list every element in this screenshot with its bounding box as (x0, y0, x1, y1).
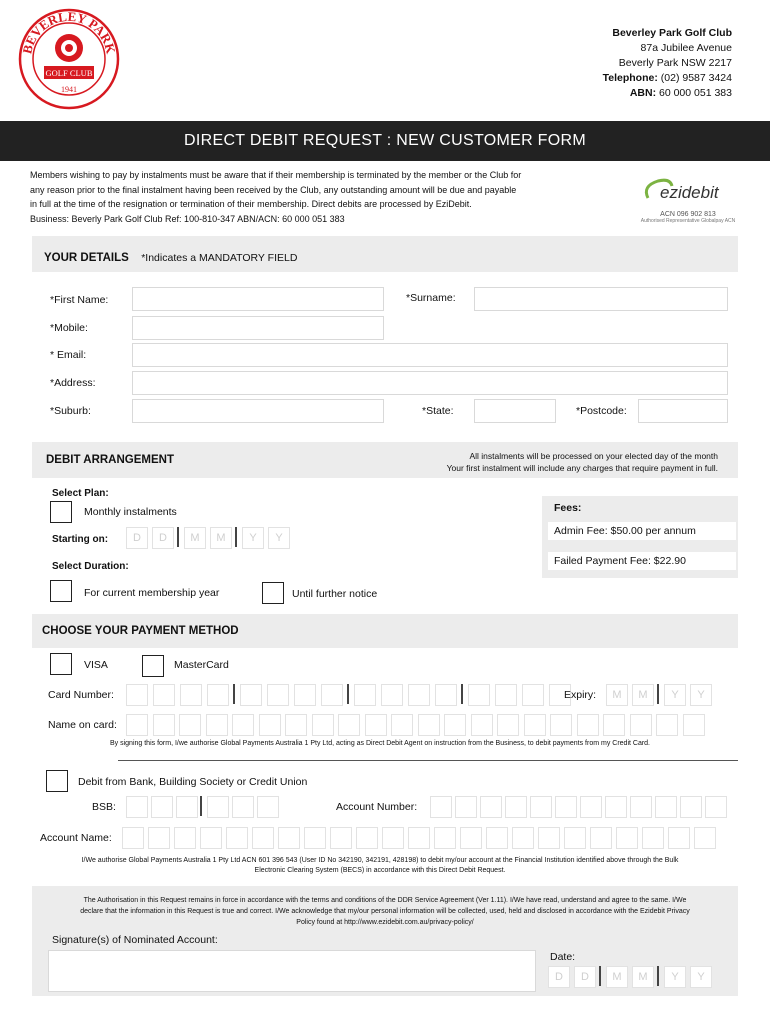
account-number-cell-9[interactable] (630, 796, 652, 818)
club-details (603, 26, 732, 101)
account-name-cell-23[interactable] (694, 827, 716, 849)
expiry-cell-4[interactable]: Y (690, 684, 712, 706)
current-year-checkbox[interactable] (50, 580, 72, 602)
signature-date-cell-3[interactable]: M (606, 966, 628, 988)
card-number-cell-9[interactable] (354, 684, 376, 706)
card-number-cell-8[interactable] (321, 684, 343, 706)
signature-box[interactable] (48, 950, 536, 992)
account-number-cell-7[interactable] (580, 796, 602, 818)
visa-label: VISA (84, 659, 108, 671)
account-number-cell-5[interactable] (530, 796, 552, 818)
name-on-card-cell-17[interactable] (550, 714, 572, 736)
expiry-cell-2[interactable]: M (632, 684, 654, 706)
start-date-cell-2[interactable]: D (152, 527, 174, 549)
terms-line-2: declare that the information in this Request is true and correct. I/We acknowledge that my/our personal information will be collected, used, held and disclosed in accordance with the Ezidebit Privacy (80, 908, 690, 915)
mastercard-checkbox[interactable] (142, 655, 164, 677)
account-number-cell-2[interactable] (455, 796, 477, 818)
account-number-cell-3[interactable] (480, 796, 502, 818)
intro-line-1: Members wishing to pay by instalments must be aware that if their membership is terminated by the member or the Club for (30, 170, 522, 180)
intro-line-2: any reason prior to the final instalment having been received by the Club, any outstanding amount will be due and payable (30, 184, 517, 195)
until-notice-label: Until further notice (292, 588, 378, 600)
expiry-cell-1[interactable]: M (606, 684, 628, 706)
card-number-cell-4[interactable] (207, 684, 229, 706)
name-on-card-cell-18[interactable] (577, 714, 599, 736)
account-name-cell-7[interactable] (278, 827, 300, 849)
bank-auth-line-1: I/We authorise Global Payments Australia 1 Pty Ltd ACN 601 396 543 (User ID No 342190, 342191, 428198) to debit my/our account at the Financial Institution identified above through the Bulk (81, 857, 679, 864)
mobile-label: *Mobile: (50, 322, 88, 334)
current-year-label: For current membership year (84, 587, 220, 599)
select-plan-label: Select Plan: (52, 488, 109, 499)
ezidebit-brand: ezidebit (660, 183, 719, 202)
email-label: * Email: (50, 349, 87, 361)
postcode-input[interactable] (638, 399, 728, 423)
card-number-label: Card Number: (48, 689, 114, 701)
abn-label: ABN: (629, 87, 657, 99)
account-name-cell-17[interactable] (538, 827, 560, 849)
account-name-cell-6[interactable] (252, 827, 274, 849)
payment-header (32, 614, 738, 648)
your-details-title (44, 248, 297, 266)
club-logo (18, 8, 120, 110)
logo-year: 1941 (61, 85, 77, 94)
debit-title: DEBIT ARRANGEMENT (46, 454, 174, 466)
signature-date-cell-1[interactable]: D (548, 966, 570, 988)
account-name-label: Account Name: (40, 832, 112, 844)
card-number-cell-6[interactable] (267, 684, 289, 706)
logo-golf-club: GOLF CLUB (45, 68, 93, 78)
ezidebit-swoosh-icon (640, 176, 736, 206)
bank-label: Debit from Bank, Building Society or Credit Union (78, 776, 308, 788)
card-number-cell-2[interactable] (153, 684, 175, 706)
name-on-card-cell-5[interactable] (232, 714, 254, 736)
account-name-cell-10[interactable] (356, 827, 378, 849)
start-date-cell-6[interactable]: Y (268, 527, 290, 549)
until-notice-checkbox[interactable] (262, 582, 284, 604)
ezidebit-sub: Authorised Representative Globalpay ACN (640, 218, 736, 224)
name-on-card-cell-13[interactable] (444, 714, 466, 736)
state-label: *State: (422, 405, 454, 417)
account-number-cell-1[interactable] (430, 796, 452, 818)
signature-date-cell-separator (657, 966, 659, 986)
name-on-card-cell-3[interactable] (179, 714, 201, 736)
monthly-label: Monthly instalments (84, 506, 177, 518)
bsb-cell-separator (200, 796, 202, 816)
account-name-cell-4[interactable] (200, 827, 222, 849)
card-number-cell-7[interactable] (294, 684, 316, 706)
account-name-cell-16[interactable] (512, 827, 534, 849)
card-number-cell-5[interactable] (240, 684, 262, 706)
account-name-cell-18[interactable] (564, 827, 586, 849)
divider (118, 760, 738, 761)
debit-note-1: All instalments will be processed on your elected day of the month (469, 451, 718, 461)
expiry-cell-separator (657, 684, 659, 704)
signature-date-cell-6[interactable]: Y (690, 966, 712, 988)
terms-text (40, 895, 730, 928)
start-date-cell-4[interactable]: M (210, 527, 232, 549)
visa-checkbox[interactable] (50, 653, 72, 675)
admin-fee: Admin Fee: $50.00 per annum (548, 522, 736, 540)
name-on-card-cell-2[interactable] (153, 714, 175, 736)
first-name-input[interactable] (132, 287, 384, 311)
account-name-cell-12[interactable] (408, 827, 430, 849)
club-address-1: 87a Jubilee Avenue (640, 42, 732, 54)
name-on-card-cell-21[interactable] (656, 714, 678, 736)
card-number-cell-separator (461, 684, 463, 704)
bsb-cell-1[interactable] (126, 796, 148, 818)
telephone-label: Telephone: (602, 72, 658, 84)
signature-date-cell-2[interactable]: D (574, 966, 596, 988)
name-on-card-label: Name on card: (48, 719, 117, 731)
card-number-cell-15[interactable] (522, 684, 544, 706)
account-name-cell-14[interactable] (460, 827, 482, 849)
payment-title: CHOOSE YOUR PAYMENT METHOD (42, 625, 239, 637)
account-number-label: Account Number: (336, 801, 418, 813)
bank-checkbox[interactable] (46, 770, 68, 792)
account-name-cell-19[interactable] (590, 827, 612, 849)
bank-auth-line-2: Electronic Clearing System (BECS) in accordance with this Direct Debit Request. (254, 867, 506, 874)
account-name-cell-13[interactable] (434, 827, 456, 849)
account-number-cell-12[interactable] (705, 796, 727, 818)
name-on-card-cell-15[interactable] (497, 714, 519, 736)
signature-date-cell-separator (599, 966, 601, 986)
intro-text (30, 168, 590, 226)
account-name-cell-2[interactable] (148, 827, 170, 849)
card-number-cell-14[interactable] (495, 684, 517, 706)
signature-date-cell-5[interactable]: Y (664, 966, 686, 988)
expiry-label: Expiry: (564, 689, 597, 701)
name-on-card-cell-4[interactable] (206, 714, 228, 736)
account-name-cell-22[interactable] (668, 827, 690, 849)
suburb-label: *Suburb: (50, 405, 91, 417)
start-date-cell-1[interactable]: D (126, 527, 148, 549)
postcode-label: *Postcode: (576, 405, 627, 417)
your-details-heading: YOUR DETAILS (44, 252, 129, 264)
form-title: DIRECT DEBIT REQUEST : NEW CUSTOMER FORM (0, 121, 770, 161)
card-number-cell-11[interactable] (408, 684, 430, 706)
name-on-card-cell-9[interactable] (338, 714, 360, 736)
abn-value: 60 000 051 383 (659, 87, 732, 99)
telephone-value: (02) 9587 3424 (660, 72, 732, 84)
card-number-cell-separator (347, 684, 349, 704)
account-name-cell-15[interactable] (486, 827, 508, 849)
name-on-card-cell-12[interactable] (418, 714, 440, 736)
fees-title: Fees: (554, 502, 582, 514)
name-on-card-cell-11[interactable] (391, 714, 413, 736)
bsb-cell-5[interactable] (232, 796, 254, 818)
bsb-cell-6[interactable] (257, 796, 279, 818)
name-on-card-cell-16[interactable] (524, 714, 546, 736)
card-number-cell-1[interactable] (126, 684, 148, 706)
ezidebit-logo (640, 176, 736, 222)
account-name-cell-8[interactable] (304, 827, 326, 849)
card-number-cell-12[interactable] (435, 684, 457, 706)
bsb-label: BSB: (92, 801, 116, 813)
your-details-section (32, 236, 738, 428)
signature-label: Signature(s) of Nominated Account: (52, 934, 218, 946)
logo-ring-text: BEVERLEY PARK (19, 8, 119, 56)
debit-notes (447, 450, 718, 474)
account-name-cell-21[interactable] (642, 827, 664, 849)
name-on-card-cell-22[interactable] (683, 714, 705, 736)
start-date-cell-separator (235, 527, 237, 547)
select-duration-label: Select Duration: (52, 561, 129, 572)
account-number-cell-10[interactable] (655, 796, 677, 818)
address-label: *Address: (50, 377, 96, 389)
signature-date-cell-4[interactable]: M (632, 966, 654, 988)
account-name-cell-11[interactable] (382, 827, 404, 849)
address-input[interactable] (132, 371, 728, 395)
bsb-cell-3[interactable] (176, 796, 198, 818)
state-input[interactable] (474, 399, 556, 423)
surname-label: *Surname: (406, 292, 456, 304)
card-number-cell-13[interactable] (468, 684, 490, 706)
debit-header (32, 442, 738, 478)
name-on-card-cell-6[interactable] (259, 714, 281, 736)
account-number-cell-4[interactable] (505, 796, 527, 818)
bsb-cell-2[interactable] (151, 796, 173, 818)
account-name-cell-5[interactable] (226, 827, 248, 849)
intro-line-4: Business: Beverly Park Golf Club Ref: 100-810-347 ABN/ACN: 60 000 051 383 (30, 213, 345, 224)
club-name: Beverley Park Golf Club (612, 27, 732, 39)
start-date-cell-3[interactable]: M (184, 527, 206, 549)
card-number-cell-3[interactable] (180, 684, 202, 706)
account-number-cell-8[interactable] (605, 796, 627, 818)
failed-fee: Failed Payment Fee: $22.90 (548, 552, 736, 570)
debit-note-2: Your first instalment will include any charges that require payment in full. (446, 463, 718, 473)
card-number-cell-separator (233, 684, 235, 704)
ezidebit-tagline: ACN 096 902 813 (660, 211, 716, 218)
card-auth-text: By signing this form, I/we authorise Global Payments Australia 1 Pty Ltd, acting as Direct Debit Agent on instruction from the Business, to debit payments from my Credit Card. (109, 740, 651, 747)
mandatory-note: *Indicates a MANDATORY FIELD (141, 252, 298, 264)
account-number-cell-6[interactable] (555, 796, 577, 818)
name-on-card-cell-8[interactable] (312, 714, 334, 736)
mobile-input[interactable] (132, 316, 384, 340)
account-name-cell-9[interactable] (330, 827, 352, 849)
email-input[interactable] (132, 343, 728, 367)
name-on-card-cell-14[interactable] (471, 714, 493, 736)
account-name-cell-20[interactable] (616, 827, 638, 849)
bank-auth-text (30, 856, 730, 876)
name-on-card-cell-20[interactable] (630, 714, 652, 736)
account-number-cell-11[interactable] (680, 796, 702, 818)
club-address-2: Beverly Park NSW 2217 (618, 57, 732, 69)
name-on-card-cell-19[interactable] (603, 714, 625, 736)
mastercard-label: MasterCard (174, 659, 229, 671)
date-label: Date: (550, 951, 576, 963)
terms-line-1: The Authorisation in this Request remains in force in accordance with the terms and conditions of the DDR Service Agreement (Ver 1.11). I/We have read, understand and agree to the same. I/We (83, 897, 687, 904)
name-on-card-cell-7[interactable] (285, 714, 307, 736)
start-date-cell-separator (177, 527, 179, 547)
name-on-card-cell-1[interactable] (126, 714, 148, 736)
start-date-cell-5[interactable]: Y (242, 527, 264, 549)
terms-line-3: Policy found at http://www.ezidebit.com.au/privacy-policy/ (296, 919, 474, 926)
name-on-card-cell-10[interactable] (365, 714, 387, 736)
intro-line-3: in full at the time of the resignation or termination of their membership. Direct debits are processed by EziDebit. (30, 199, 472, 209)
first-name-label: *First Name: (50, 294, 109, 306)
account-name-cell-3[interactable] (174, 827, 196, 849)
expiry-cell-3[interactable]: Y (664, 684, 686, 706)
suburb-input[interactable] (132, 399, 384, 423)
card-number-cell-10[interactable] (381, 684, 403, 706)
starting-on-label: Starting on: (52, 534, 109, 545)
bsb-cell-4[interactable] (207, 796, 229, 818)
surname-input[interactable] (474, 287, 728, 311)
monthly-checkbox[interactable] (50, 501, 72, 523)
account-name-cell-1[interactable] (122, 827, 144, 849)
